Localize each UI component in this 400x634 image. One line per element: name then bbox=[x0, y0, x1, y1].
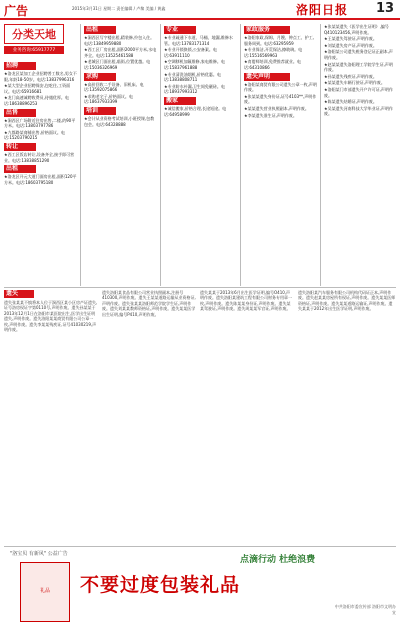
category-training: 培训 bbox=[84, 107, 116, 115]
list-item: ★洛龙区某加工企业招聘普工数名,男女不限,年龄18-50岁。电话:13837996316 bbox=[4, 71, 77, 82]
column-3 bbox=[164, 24, 238, 286]
lost-notice-col-4: 遗失洛阳某汽车服务有限公司机构代码证正本,声明作废。遗失赵某某房屋所有权证,声明作废。遗失某某医师资格证,声明作废。遗失某某道路运输证,声明作废。遗失某某于2012年出生医学证明,声明作废。 bbox=[298, 290, 396, 312]
page-header bbox=[0, 0, 400, 20]
list-item: ★洛阳家政,保姆、月嫂、钟点工、护工,服务周到。电话:63295959 bbox=[244, 35, 315, 46]
list-item: ★求购老宅子,价格面议。电话:18637933399 bbox=[84, 93, 133, 105]
category-transfer: 转让 bbox=[4, 143, 36, 151]
divider bbox=[320, 24, 321, 286]
lost-notice-col-2: 遗失洛阳某食品有限公司营业执照副本,注册号410300,声明作废。遗失王某某道路运输从业资格证,声明作废。遗失张某某洛阳师范学院学生证,声明作废。遗失刘某某教师资格证,声明作废。遗失某某医学出生证明,编号P410,声明作废。 bbox=[102, 290, 196, 317]
list-item: ★某某遗失车辆行驶证,声明作废。 bbox=[324, 80, 385, 86]
category-moving: 搬家 bbox=[164, 97, 196, 105]
banner-title: 分类天地 bbox=[4, 24, 64, 44]
page-number: 13 bbox=[376, 1, 395, 16]
psa-credit: 中共洛阳市委宣传部 洛阳市文明办 宣 bbox=[334, 604, 396, 615]
list-item: ★陈某遗失结婚证,声明作废。 bbox=[324, 99, 377, 105]
category-recruit: 招聘 bbox=[4, 62, 36, 70]
issue-meta: 2015年3月31日 星期二 责任编辑 / 卢黎 美编 / 黄鑫 bbox=[72, 6, 166, 11]
public-service-ad bbox=[0, 548, 400, 634]
psa-headline: 不要过度包装礼品 bbox=[80, 574, 241, 596]
gift-label: 礼品 bbox=[39, 588, 50, 594]
list-item: ★诚信搬家,价格合理,长途短途。电话:64958999 bbox=[164, 105, 227, 117]
category-sale: 出售 bbox=[4, 109, 36, 117]
section-divider bbox=[4, 287, 396, 288]
list-item: ★吴某遗失河南科技大学毕业证,声明作废。 bbox=[324, 105, 393, 117]
banner-phone: 业务咨询:65917777 bbox=[4, 46, 64, 54]
lost-notice-col-1: 遗失张某某不慎将本人位于涧西区某小区房产证遗失,证号洛房权证字第0110号,声明作废。遗失孙某某于2013年12月1日在洛阳市某医院出生,医学出生证明遗失,声明作废。遗失洛阳某某商贸有限公司公章一枚,声明作废。遗失李某某残疾证,证号41030219,声明作废。 bbox=[4, 300, 98, 333]
gift-box-icon bbox=[20, 562, 70, 622]
column-2 bbox=[84, 24, 158, 286]
list-item: ★张某某遗失《医学出生证明》,编号Q410123456,声明作废。 bbox=[324, 24, 389, 35]
category-lost: 遗失 bbox=[4, 290, 34, 298]
list-item: ★王某遗失驾驶证,声明作废。 bbox=[324, 36, 377, 42]
classified-banner bbox=[4, 24, 64, 58]
category-rent: 出租 bbox=[84, 26, 116, 34]
list-item: ★西工区厂房出租,面积2000平方米,水电齐全。电话:13525461588 bbox=[84, 47, 157, 58]
column-5 bbox=[324, 24, 396, 286]
list-item: ★高价回收二手设备、旧机床。电话:13592075866 bbox=[84, 81, 144, 93]
category-rent: 出租 bbox=[4, 165, 36, 173]
list-item: ★李某遗失准生证,声明作废。 bbox=[244, 112, 297, 118]
section-title: 广告 bbox=[4, 4, 29, 18]
list-item: ★专业疏通下水道、马桶、地漏,维修水管。电话:13783171314 bbox=[164, 35, 233, 46]
column-1 bbox=[4, 60, 78, 286]
divider bbox=[80, 24, 81, 286]
list-item: ★专业开锁换锁,公安备案。电话:63911110 bbox=[164, 47, 217, 58]
psa-slogan: "洛宝贝 有新风" 公益广告 bbox=[10, 551, 68, 557]
list-item: ★洛阳某公司遗失税务登记证正副本,声明作废。 bbox=[324, 49, 393, 60]
section-divider bbox=[4, 546, 396, 547]
category-housekeeping: 家政服务 bbox=[244, 26, 290, 34]
divider bbox=[240, 24, 241, 286]
psa-tag: 点滴行动 杜绝浪费 bbox=[240, 555, 316, 565]
list-item: ★西工区饭店转让,设备齐全,接手即可营业。电话:13838851290 bbox=[4, 151, 75, 163]
category-buy: 求购 bbox=[84, 73, 116, 81]
list-item: ★张某某遗失身份证,证号4103**,声明作废。 bbox=[244, 93, 317, 105]
list-item: ★刘某遗失房产证,声明作废。 bbox=[324, 42, 377, 48]
list-item: ★涧西区写字楼出租,精装修,拎包入住。电话:13849959880 bbox=[84, 35, 155, 46]
divider bbox=[160, 24, 161, 286]
list-item: ★涧西区广场附近住房出售,二楼,约90平方米。电话:13803797786 bbox=[4, 117, 76, 129]
newspaper-logo: 洛阳日报 bbox=[296, 3, 349, 17]
lost-notice-col-3: 遗失某某于2013年6月出生医学证明,编号O410,声明作废。遗失洛阳某建筑工程有限公司财务专用章一枚,声明作废。遗失陈某某身份证,声明作废。遗失某某驾驶证,声明作废。遗失周某某军官证,声明作废。 bbox=[200, 290, 292, 312]
list-item: ★专业防水补漏,卫生间免砸砖。电话:18937993312 bbox=[164, 83, 225, 95]
list-item: ★空调移机加氟维修,家电维修。电话:15837961888 bbox=[164, 59, 225, 70]
list-item: ★老城区门面出租,临街,位置优越。电话:15036326969 bbox=[84, 59, 151, 70]
list-item: ★孙某遗失残疾证,声明作废。 bbox=[324, 73, 377, 79]
column-4 bbox=[244, 24, 318, 286]
list-item: ★赵某某遗失洛阳理工学院学生证,声明作废。 bbox=[324, 61, 393, 73]
list-item: ★洛龙区开元大道门面房出租,面积120平方米。电话:18603795180 bbox=[4, 174, 77, 185]
list-item: ★会计从业资格考试培训,小班授课,包教包会。电话:64328888 bbox=[84, 115, 155, 127]
list-item: ★龙门高速诚聘收费员,待遇优厚。电话:18638896253 bbox=[4, 95, 69, 106]
list-item: ★九都路某商铺出售,价格面议。电话:15203790215 bbox=[4, 129, 65, 141]
list-item: ★某某遗失营业执照副本,声明作废。 bbox=[244, 105, 309, 111]
list-item: ★育婴师培训,免费推荐就业。电话:64310866 bbox=[244, 59, 301, 70]
category-professional: 专业 bbox=[164, 26, 196, 34]
list-item: ★洛阳某门市部遗失开户许可证,声明作废。 bbox=[324, 86, 393, 98]
list-item: ★专业保洁,开荒保洁,擦玻璃。电话:15516569963 bbox=[244, 47, 303, 58]
list-item: ★洛阳某商贸有限公司遗失公章一枚,声明作废。 bbox=[244, 81, 317, 93]
category-lost-notice: 遗失声明 bbox=[244, 73, 290, 81]
list-item: ★专业清洗油烟机,价格优惠。电话:13838808711 bbox=[164, 71, 221, 83]
list-item: ★某大型企业招聘保安,包吃住,工资面议。电话:65916681 bbox=[4, 83, 71, 94]
